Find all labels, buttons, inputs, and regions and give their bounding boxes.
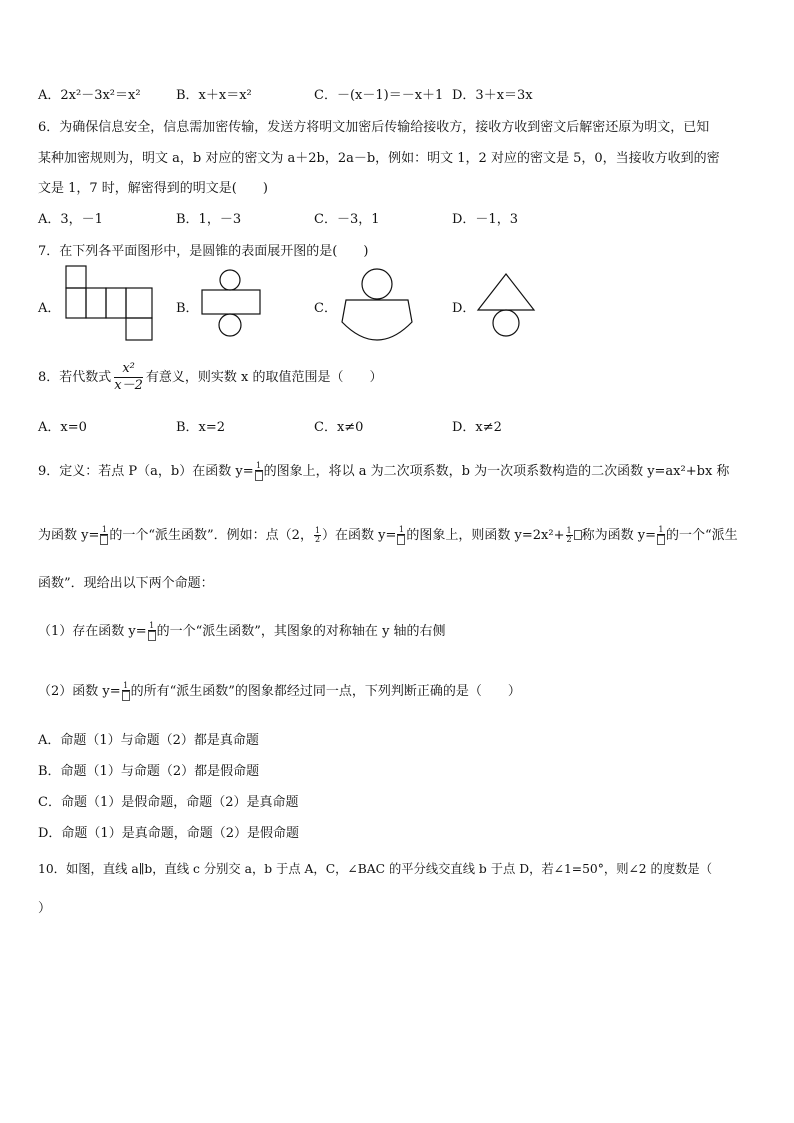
q8-option-b: B．x=2 [176, 420, 226, 435]
q8-option-d: D．x≠2 [452, 420, 502, 435]
q8-stem [38, 360, 383, 396]
q9-l2-text-f: 的一个“派生 [665, 528, 738, 543]
q9-l2-text-d: 的图象上，则函数 y=2x²+ [406, 528, 565, 543]
q9-option-d: D．命题（1）是真命题，命题（2）是假命题 [38, 826, 299, 841]
q6-option-c: C．－3，1 [314, 212, 380, 227]
q6-option-a: A．3，－1 [38, 212, 103, 227]
q9-l2-fraction-2 [397, 526, 405, 546]
q9-l2-text-e: 称为函数 y= [581, 528, 656, 543]
q7-option-a-label: A． [38, 301, 61, 316]
fraction-denominator-box [122, 691, 130, 702]
q6-option-d: D．－1，3 [452, 212, 518, 227]
q5-option-d: D．3＋x＝3x [452, 88, 533, 103]
q8-fraction [114, 361, 143, 394]
q9-p1-text-a: （1）存在函数 y= [38, 624, 147, 639]
q7-figure-b-cylinder-net [198, 268, 268, 340]
q9-option-c: C．命题（1）是假命题，命题（2）是真命题 [38, 795, 299, 810]
q10-stem-line2: ） [38, 901, 52, 916]
q6-stem-line1: 6．为确保信息安全，信息需加密传输，发送方将明文加密后传输给接收方，接收方收到密文后解密还原为明文，已知 [38, 120, 710, 135]
q8-stem-post: 有意义，则实数 x 的取值范围是（ ） [145, 370, 383, 385]
q6-option-b: B．1，－3 [176, 212, 242, 227]
fraction-numerator: 1 [256, 460, 262, 470]
q9-p1-fraction [148, 622, 156, 642]
q9-option-b: B．命题（1）与命题（2）都是假命题 [38, 764, 260, 779]
fraction-numerator: 1 [101, 524, 107, 534]
q8-option-a: A．x=0 [38, 420, 87, 435]
q7-option-d-label: D． [452, 301, 476, 316]
q9-l2-fraction-3 [657, 526, 665, 546]
q6-stem-line3: 文是 1，7 时，解密得到的明文是( ) [38, 181, 268, 196]
fraction-numerator: 1 [314, 526, 321, 535]
fraction-numerator: 1 [123, 680, 129, 690]
q8-option-c: C．x≠0 [314, 420, 364, 435]
fraction-denominator-box [397, 535, 405, 546]
q9-l1-text-b: 的图象上，将以 a 为二次项系数，b 为一次项系数构造的二次函数 y=ax²+bx 称 [263, 464, 730, 479]
q9-p1-text-b: 的一个“派生函数”，其图象的对称轴在 y 轴的右侧 [156, 624, 446, 639]
q9-p2-text-b: 的所有“派生函数”的图象都经过同一点，下列判断正确的是（ ） [130, 684, 521, 699]
q9-l2-fraction-1 [100, 526, 108, 546]
q9-l2-text-b: 的一个“派生函数”．例如：点（2， [109, 528, 313, 543]
q6-stem-line2: 某种加密规则为，明文 a，b 对应的密文为 a＋2b，2a－b，例如：明文 1，2 对应的密文是 5，0，当接收方收到的密 [38, 151, 720, 166]
q8-fraction-denominator: x－2 [114, 378, 143, 393]
q9-stem-line2 [38, 524, 738, 546]
q5-option-a: A．2x²－3x²＝x² [38, 88, 141, 103]
missing-glyph-box [574, 530, 582, 540]
fraction-numerator: 1 [398, 524, 404, 534]
fraction-numerator: 1 [149, 620, 155, 630]
q9-stem-line1 [38, 460, 729, 482]
q9-l2-fraction-half [314, 527, 321, 544]
q9-option-a: A．命题（1）与命题（2）都是真命题 [38, 733, 259, 748]
fraction-numerator: 1 [566, 526, 572, 535]
fraction-numerator: 1 [658, 524, 664, 534]
q7-stem: 7．在下列各平面图形中，是圆锥的表面展开图的是( ) [38, 244, 369, 259]
q7-figure-c-sector-net [336, 266, 418, 352]
q5-option-b: B．x＋x＝x² [176, 88, 252, 103]
q10-stem-line1: 10．如图，直线 a∥b，直线 c 分别交 a，b 于点 A，C，∠BAC 的平分线交直线 b 于点 D，若∠1=50°，则∠2 的度数是（ [38, 862, 713, 876]
q9-p2-text-a: （2）函数 y= [38, 684, 121, 699]
q8-stem-pre: 8．若代数式 [38, 370, 112, 385]
fraction-denominator-box [657, 535, 665, 546]
fraction-denominator-box [100, 535, 108, 546]
q7-option-b-label: B． [176, 301, 199, 316]
q7-option-c-label: C． [314, 301, 337, 316]
q9-l1-fraction [255, 462, 263, 482]
q5-option-c: C．－(x－1)＝－x＋1 [314, 88, 444, 103]
fraction-denominator: 2 [314, 535, 321, 544]
q9-l2-text-c: ）在函数 y= [322, 528, 397, 543]
q9-l2-fraction-half-2 [566, 527, 573, 544]
fraction-denominator-box [255, 471, 263, 482]
q9-p2-fraction [122, 682, 130, 702]
q9-proposition-2 [38, 680, 521, 702]
q7-figure-a-cuboid-net [60, 262, 160, 344]
q9-stem-line3: 函数”．现给出以下两个命题： [38, 576, 214, 591]
q8-fraction-numerator: x² [114, 361, 143, 378]
q7-figure-d-cone-net [474, 272, 544, 342]
fraction-denominator-box [148, 631, 156, 642]
q9-l2-text-a: 为函数 y= [38, 528, 100, 543]
fraction-denominator: 2 [566, 535, 572, 544]
q9-proposition-1 [38, 620, 446, 642]
q9-l1-text-a: 9．定义：若点 P（a，b）在函数 y= [38, 464, 254, 479]
